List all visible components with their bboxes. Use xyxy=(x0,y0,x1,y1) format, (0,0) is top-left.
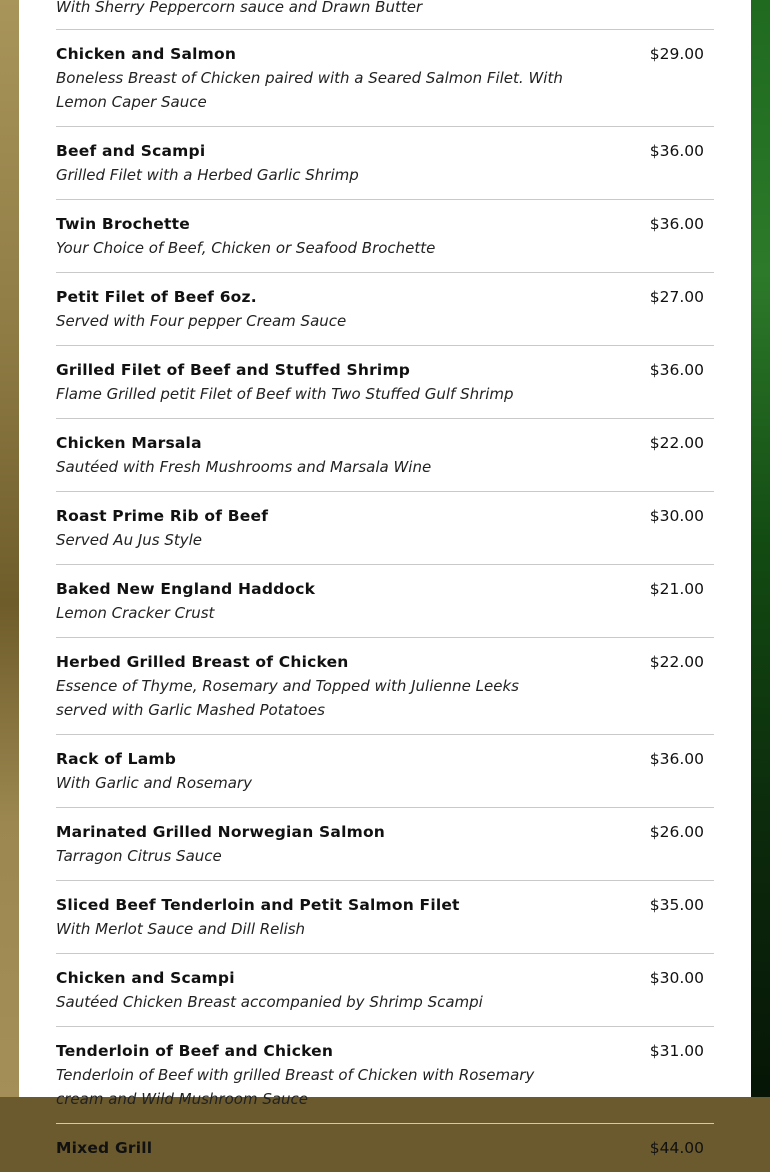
menu-item-price: $36.00 xyxy=(649,750,704,768)
menu-item-name: Roast Prime Rib of Beef xyxy=(56,507,269,525)
menu-item-description: Sautéed Chicken Breast accompanied by Shrimp Scampi xyxy=(56,993,483,1011)
menu-item-name: Baked New England Haddock xyxy=(56,580,316,598)
left-background-strip xyxy=(0,0,19,1097)
menu-item-description: Flame Grilled petit Filet of Beef with Two Stuffed Gulf Shrimp xyxy=(56,385,514,403)
menu-item-name: Chicken Marsala xyxy=(56,434,202,452)
menu-item-description: Your Choice of Beef, Chicken or Seafood Brochette xyxy=(56,239,436,257)
menu-item xyxy=(56,638,714,735)
menu-item-price: $36.00 xyxy=(649,215,704,233)
menu-item-description: Tenderloin of Beef with grilled Breast of Chicken with Rosemary cream and Wild Mushroom Sauce xyxy=(56,1066,535,1108)
menu-item-name: Mixed Grill xyxy=(56,1139,153,1157)
menu-item-price: $30.00 xyxy=(649,969,704,987)
menu-list xyxy=(56,0,714,1172)
menu-item-description: Sautéed with Fresh Mushrooms and Marsala Wine xyxy=(56,458,432,476)
menu-item xyxy=(56,881,714,954)
menu-item-description: With Merlot Sauce and Dill Relish xyxy=(56,920,306,938)
menu-item-name: Sliced Beef Tenderloin and Petit Salmon Filet xyxy=(56,896,460,914)
menu-item xyxy=(56,346,714,419)
menu-item xyxy=(56,419,714,492)
menu-item xyxy=(56,492,714,565)
menu-item-name: Beef and Scampi xyxy=(56,142,206,160)
menu-item-name: Marinated Grilled Norwegian Salmon xyxy=(56,823,386,841)
menu-item-price: $31.00 xyxy=(649,1042,704,1060)
menu-item xyxy=(56,1124,714,1172)
menu-item-price: $27.00 xyxy=(649,288,704,306)
menu-item-price: $21.00 xyxy=(649,580,704,598)
menu-item-price: $22.00 xyxy=(649,653,704,671)
menu-item-name: Grilled Filet of Beef and Stuffed Shrimp xyxy=(56,361,411,379)
menu-item-description: Boneless Breast of Chicken paired with a Seared Salmon Filet. With Lemon Caper Sauce xyxy=(56,69,563,111)
menu-item-description: Essence of Thyme, Rosemary and Topped with Julienne Leeks served with Garlic Mashed Potatoes xyxy=(56,677,519,719)
menu-item xyxy=(56,735,714,808)
menu-item-price: $30.00 xyxy=(649,507,704,525)
menu-page xyxy=(19,0,751,1157)
previous-item-description: With Sherry Peppercorn sauce and Drawn Butter xyxy=(56,0,714,30)
menu-item-description: Tarragon Citrus Sauce xyxy=(56,847,222,865)
menu-item-price: $26.00 xyxy=(649,823,704,841)
right-background-strip xyxy=(751,0,770,1097)
menu-item-name: Chicken and Salmon xyxy=(56,45,237,63)
menu-item-description: With Garlic and Rosemary xyxy=(56,774,252,792)
menu-item xyxy=(56,565,714,638)
menu-item xyxy=(56,1027,714,1124)
menu-item-description: Grilled Filet with a Herbed Garlic Shrimp xyxy=(56,166,359,184)
menu-item-name: Petit Filet of Beef 6oz. xyxy=(56,288,257,306)
menu-item-name: Tenderloin of Beef and Chicken xyxy=(56,1042,334,1060)
menu-item-name: Rack of Lamb xyxy=(56,750,177,768)
menu-item-description: Lemon Cracker Crust xyxy=(56,604,215,622)
menu-item-name: Chicken and Scampi xyxy=(56,969,235,987)
menu-item xyxy=(56,954,714,1027)
menu-item xyxy=(56,808,714,881)
menu-item-price: $44.00 xyxy=(649,1139,704,1157)
menu-item-description: Served with Four pepper Cream Sauce xyxy=(56,312,347,330)
menu-item-name: Twin Brochette xyxy=(56,215,190,233)
menu-item-price: $36.00 xyxy=(649,361,704,379)
menu-item-name: Herbed Grilled Breast of Chicken xyxy=(56,653,349,671)
menu-item xyxy=(56,273,714,346)
menu-item-price: $29.00 xyxy=(649,45,704,63)
menu-item xyxy=(56,200,714,273)
menu-item-price: $22.00 xyxy=(649,434,704,452)
menu-item-description: Served Au Jus Style xyxy=(56,531,203,549)
menu-item xyxy=(56,30,714,127)
menu-item-price: $36.00 xyxy=(649,142,704,160)
menu-item xyxy=(56,127,714,200)
menu-item-price: $35.00 xyxy=(649,896,704,914)
